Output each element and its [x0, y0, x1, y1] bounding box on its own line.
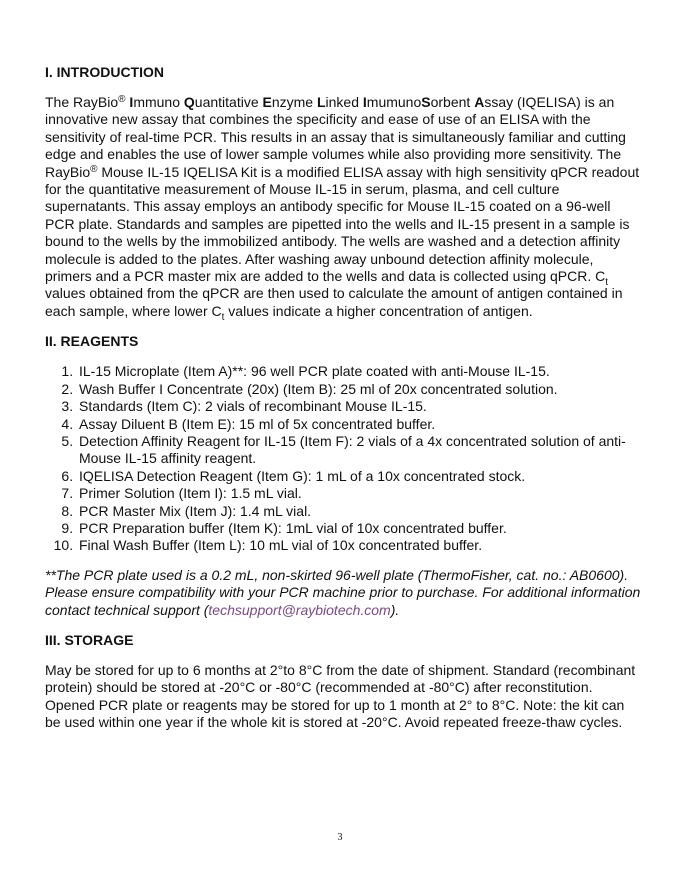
acronym-word: nzyme	[271, 94, 317, 110]
intro-text-1: The	[45, 94, 74, 110]
pcr-plate-note	[45, 567, 641, 619]
reagent-item: 7. Primer Solution (Item I): 1.5 mL vial.	[77, 485, 641, 502]
reagent-item: 10. Final Wash Buffer (Item L): 10 mL vial of 10x concentrated buffer.	[77, 537, 641, 554]
intro-text-4: values obtained from the qPCR are then used to calculate the amount of antigen contained in each sample, where lower C	[45, 285, 623, 319]
acronym-letter: I	[129, 94, 134, 110]
acronym-letter: Q	[183, 94, 195, 110]
reagent-item: 9. PCR Preparation buffer (Item K): 1mL vial of 10x concentrated buffer.	[77, 520, 641, 537]
storage-heading: III. STORAGE	[45, 631, 134, 648]
acronym-letter: L	[316, 94, 326, 110]
reagent-item: 4. Assay Diluent B (Item E): 15 ml of 5x concentrated buffer.	[77, 416, 641, 433]
acronym-letter: S	[421, 94, 431, 110]
brand-name: RayBio	[45, 163, 91, 180]
note-text: **The PCR plate used is a 0.2 mL, non-skirted 96-well plate (ThermoFisher, cat. no.: AB0600). Please ensure compatibility with your PCR machine prior to purchase. For additional information contact technical support (	[45, 566, 641, 618]
reagent-item: 2. Wash Buffer I Concentrate (20x) (Item B): 25 ml of 20x concentrated solution.	[77, 381, 641, 398]
acronym-word: orbent	[430, 94, 475, 110]
intro-text-5: values indicate a higher concentration of antigen.	[224, 302, 533, 319]
introduction-paragraph	[45, 94, 641, 323]
acronym-letter: I	[362, 94, 367, 110]
support-email-link[interactable]: techsupport@raybiotech.com	[208, 601, 391, 618]
registered-mark: ®	[118, 94, 126, 105]
page-number: 3	[337, 832, 343, 843]
reagent-item: 6. IQELISA Detection Reagent (Item G): 1 mL of a 10x concentrated stock.	[77, 468, 641, 485]
intro-text-2: (IQELISA) is an innovative new assay that combines the specificity and ease of use of an ELISA with the sensitivity of real-time PCR. This results in an assay that is simultaneously familiar and cutting edge and enables the use of lower sample volumes while also providing more sensitivity. The	[45, 94, 626, 163]
reagent-item: 8. PCR Master Mix (Item J): 1.4 mL vial.	[77, 503, 641, 520]
introduction-heading: I. INTRODUCTION	[45, 64, 164, 80]
acronym-word: mmuno	[133, 94, 184, 110]
reagents-heading: II. REAGENTS	[45, 333, 139, 350]
ct-subscript: t	[605, 277, 609, 289]
brand-name: RayBio	[73, 94, 119, 110]
document-page	[45, 63, 641, 732]
intro-text-3: Mouse IL-15 IQELISA Kit is a modified ELISA assay with high sensitivity qPCR readout for the quantitative measurement of Mouse IL-15 in serum, plasma, and cell culture supernatants. This assay employs an antibody specific for Mouse IL-15 coated on a 96-well PCR plate. Standards and samples are pipetted into the wells and IL-15 present in a sample is bound to the wells by the immobilized antibody. The wells are washed and a detection affinity molecule is added to the plates. After washing away unbound detection affinity molecule, primers and a PCR master mix are added to the wells and data is collected using qPCR. C	[45, 163, 640, 285]
reagents-list	[45, 363, 641, 554]
acronym-word: ssay	[484, 94, 514, 110]
acronym-letter: A	[474, 94, 485, 110]
acronym-word: mumuno	[366, 94, 422, 110]
reagent-item: 3. Standards (Item C): 2 vials of recombinant Mouse IL-15.	[77, 398, 641, 415]
ct-subscript: t	[221, 311, 225, 323]
registered-mark: ®	[90, 163, 98, 175]
acronym-word: inked	[325, 94, 363, 110]
acronym-letter: E	[262, 94, 272, 110]
storage-paragraph: May be stored for up to 6 months at 2°to 8°C from the date of shipment. Standard (recombinant protein) should be stored at -20°C or -80°C (recommended at -80°C) after reconstitution. Opened PCR plate or reagents may be stored for up to 1 month at 2° to 8°C. Note: the kit can be used within one year if the whole kit is stored at -20°C. Avoid repeated freeze-thaw cycles.	[45, 661, 636, 731]
reagent-item: 5. Detection Affinity Reagent for IL-15 (Item F): 2 vials of a 4x concentrated solution of anti-Mouse IL-15 affinity reagent.	[77, 433, 641, 468]
reagent-item: 1. IL-15 Microplate (Item A)**: 96 well PCR plate coated with anti-Mouse IL-15.	[77, 363, 641, 380]
note-end: ).	[390, 601, 400, 618]
acronym-word: uantitative	[194, 94, 263, 110]
